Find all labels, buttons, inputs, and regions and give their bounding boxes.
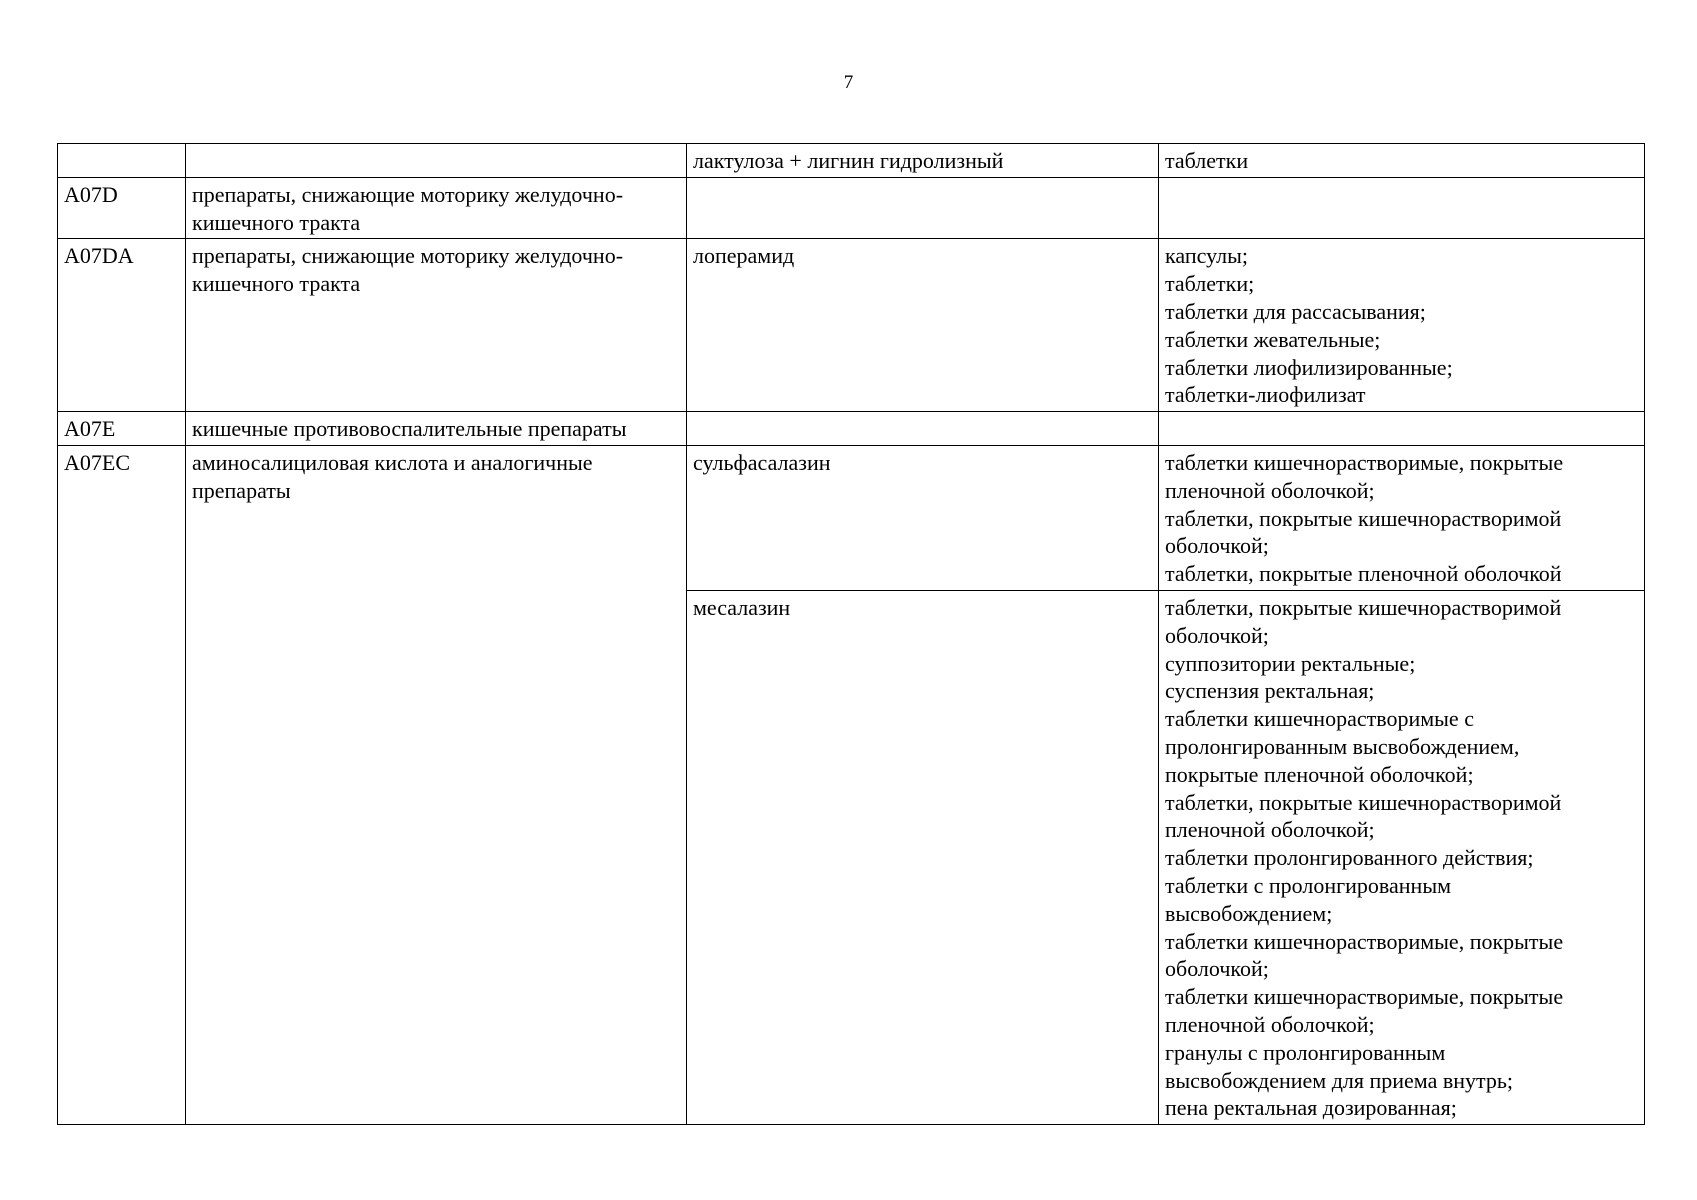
dosage-forms-cell-line: суппозитории ректальные; (1165, 650, 1416, 676)
atc-code-cell-line: A07D (64, 181, 118, 207)
atc-group-cell-line: аминосалициловая кислота и аналогичные (192, 449, 593, 475)
dosage-forms-cell (1159, 412, 1645, 446)
dosage-forms-cell-line: таблетки-лиофилизат (1165, 382, 1366, 408)
table-row (58, 445, 1645, 590)
drug-name-cell (687, 177, 1159, 239)
dosage-forms-cell-line: покрытые пленочной оболочкой; (1165, 761, 1474, 787)
atc-group-cell-line: препараты, снижающие моторику желудочно- (192, 181, 624, 207)
atc-group-cell-line: кишечного тракта (192, 209, 361, 235)
dosage-forms-cell (1159, 590, 1645, 1124)
atc-group-cell-line: кишечные противовоспалительные препараты (192, 416, 627, 442)
dosage-forms-cell-line: таблетки кишечнорастворимые, покрытые (1165, 928, 1564, 954)
dosage-forms-cell-line: пленочной оболочкой; (1165, 817, 1375, 843)
atc-group-cell (186, 412, 687, 446)
atc-group-cell-line: препараты, снижающие моторику желудочно- (192, 243, 624, 269)
dosage-forms-cell-line: таблетки кишечнорастворимые, покрытые (1165, 984, 1564, 1010)
atc-code-cell-line: A07DA (64, 243, 134, 269)
drug-name-cell-line: лоперамид (693, 243, 795, 269)
dosage-forms-cell (1159, 239, 1645, 412)
atc-group-cell-line: препараты (192, 477, 291, 503)
drug-name-cell-line: лактулоза + лигнин гидролизный (693, 148, 1004, 173)
atc-group-cell (186, 239, 687, 412)
dosage-forms-cell-line: таблетки кишечнорастворимые, покрытые (1165, 449, 1564, 475)
atc-code-cell (58, 177, 186, 239)
dosage-forms-cell-line: оболочкой; (1165, 533, 1269, 559)
table-row (58, 144, 1645, 178)
dosage-forms-cell-line: оболочкой; (1165, 622, 1269, 648)
dosage-forms-cell-line: таблетки лиофилизированные; (1165, 354, 1453, 380)
dosage-forms-cell-line: пролонгированным высвобождением, (1165, 733, 1520, 759)
dosage-forms-cell (1159, 144, 1645, 178)
atc-code-cell (58, 239, 186, 412)
atc-group-cell (186, 144, 687, 178)
drug-name-cell (687, 144, 1159, 178)
dosage-forms-cell (1159, 177, 1645, 239)
atc-group-cell (186, 177, 687, 239)
atc-group-cell-line: кишечного тракта (192, 271, 361, 297)
dosage-forms-cell-line: таблетки с пролонгированным (1165, 872, 1452, 898)
dosage-forms-cell (1159, 445, 1645, 590)
atc-code-cell (58, 445, 186, 1124)
dosage-forms-cell-line: пена ректальная дозированная; (1165, 1095, 1457, 1121)
dosage-forms-cell-line: суспензия ректальная; (1165, 678, 1375, 704)
drug-name-cell (687, 239, 1159, 412)
dosage-forms-cell-line: таблетки для рассасывания; (1165, 298, 1426, 324)
dosage-forms-cell-line: таблетки; (1165, 271, 1255, 297)
dosage-forms-cell-line: гранулы с пролонгированным (1165, 1039, 1446, 1065)
drug-table (57, 143, 1645, 1125)
dosage-forms-cell-line: таблетки, покрытые кишечнорастворимой (1165, 789, 1562, 815)
drug-name-cell (687, 412, 1159, 446)
dosage-forms-cell-line: таблетки (1165, 148, 1249, 173)
atc-group-cell (186, 445, 687, 1124)
dosage-forms-cell-line: таблетки кишечнорастворимые с (1165, 706, 1474, 732)
dosage-forms-cell-line: таблетки пролонгированного действия; (1165, 845, 1534, 871)
table-row (58, 177, 1645, 239)
drug-name-cell-line: месалазин (693, 594, 791, 620)
page-number: 7 (843, 72, 854, 93)
dosage-forms-cell-line: таблетки, покрытые пленочной оболочкой (1165, 561, 1562, 587)
dosage-forms-cell-line: таблетки, покрытые кишечнорастворимой (1165, 594, 1562, 620)
atc-code-cell (58, 412, 186, 446)
drug-name-cell (687, 590, 1159, 1124)
drug-name-cell-line: сульфасалазин (693, 449, 831, 475)
dosage-forms-cell-line: таблетки жевательные; (1165, 326, 1381, 352)
atc-code-cell (58, 144, 186, 178)
dosage-forms-cell-line: высвобождением; (1165, 900, 1333, 926)
atc-code-cell-line: A07E (64, 416, 116, 442)
dosage-forms-cell-line: пленочной оболочкой; (1165, 1011, 1375, 1037)
table-row (58, 412, 1645, 446)
dosage-forms-cell-line: капсулы; (1165, 243, 1248, 269)
table-row (58, 239, 1645, 412)
dosage-forms-cell-line: пленочной оболочкой; (1165, 477, 1375, 503)
dosage-forms-cell-line: оболочкой; (1165, 956, 1269, 982)
dosage-forms-cell-line: таблетки, покрытые кишечнорастворимой (1165, 505, 1562, 531)
atc-code-cell-line: A07EC (64, 449, 130, 475)
drug-name-cell (687, 445, 1159, 590)
dosage-forms-cell-line: высвобождением для приема внутрь; (1165, 1067, 1514, 1093)
